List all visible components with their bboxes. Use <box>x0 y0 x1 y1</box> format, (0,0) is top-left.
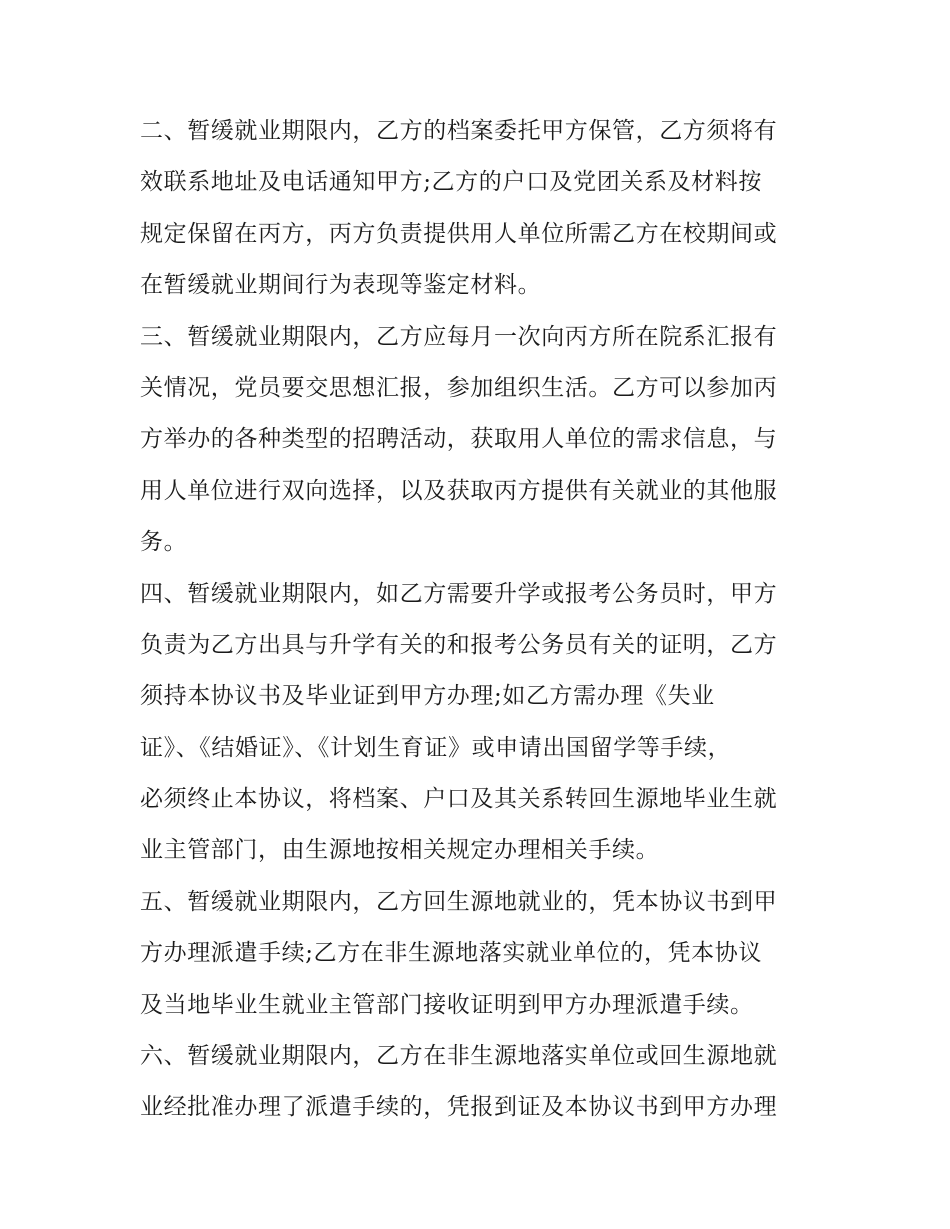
clause-3-line-5: 务。 <box>140 529 188 556</box>
clause-4-line-5: 必须终止本协议，将档案、户口及其关系转回生源地毕业生就 <box>140 786 778 813</box>
clause-6-line-1: 六、暂缓就业期限内，乙方在非生源地落实单位或回生源地就 <box>140 1043 778 1070</box>
clause-4-line-2: 负责为乙方出具与升学有关的和报考公务员有关的证明，乙方 <box>140 631 778 658</box>
clause-2-line-4: 在暂缓就业期间行为表现等鉴定材料。 <box>140 272 542 299</box>
clause-2-line-3: 规定保留在丙方，丙方负责提供用人单位所需乙方在校期间或 <box>140 220 778 247</box>
clause-5-line-1: 五、暂缓就业期限内，乙方回生源地就业的，凭本协议书到甲 <box>140 888 778 915</box>
clause-5-line-3: 及当地毕业生就业主管部门接收证明到甲方办理派遣手续。 <box>140 991 754 1018</box>
clause-4-line-4: 证》、《结婚证》、《计划生育证》或申请出国留学等手续， <box>140 734 732 761</box>
clause-5-line-2: 方办理派遣手续;乙方在非生源地落实就业单位的，凭本协议 <box>140 940 762 967</box>
clause-4-line-1: 四、暂缓就业期限内，如乙方需要升学或报考公务员时，甲方 <box>140 580 778 607</box>
clause-3-line-3: 方举办的各种类型的招聘活动，获取用人单位的需求信息，与 <box>140 426 778 453</box>
document-body <box>140 106 820 1134</box>
clause-4-line-6: 业主管部门，由生源地按相关规定办理相关手续。 <box>140 837 660 864</box>
clause-6-line-2: 业经批准办理了派遣手续的，凭报到证及本协议书到甲方办理 <box>140 1094 778 1121</box>
clause-3-line-1: 三、暂缓就业期限内，乙方应每月一次向丙方所在院系汇报有 <box>140 323 778 350</box>
clause-4-line-3: 须持本协议书及毕业证到甲方办理;如乙方需办理《失业 <box>140 683 715 710</box>
clause-3-line-2: 关情况，党员要交思想汇报，参加组织生活。乙方可以参加丙 <box>140 374 778 401</box>
clause-3-line-4: 用人单位进行双向选择，以及获取丙方提供有关就业的其他服 <box>140 477 778 504</box>
clause-2-line-2: 效联系地址及电话通知甲方;乙方的户口及党团关系及材料按 <box>140 169 762 196</box>
clause-2-line-1: 二、暂缓就业期限内，乙方的档案委托甲方保管，乙方须将有 <box>140 118 778 144</box>
